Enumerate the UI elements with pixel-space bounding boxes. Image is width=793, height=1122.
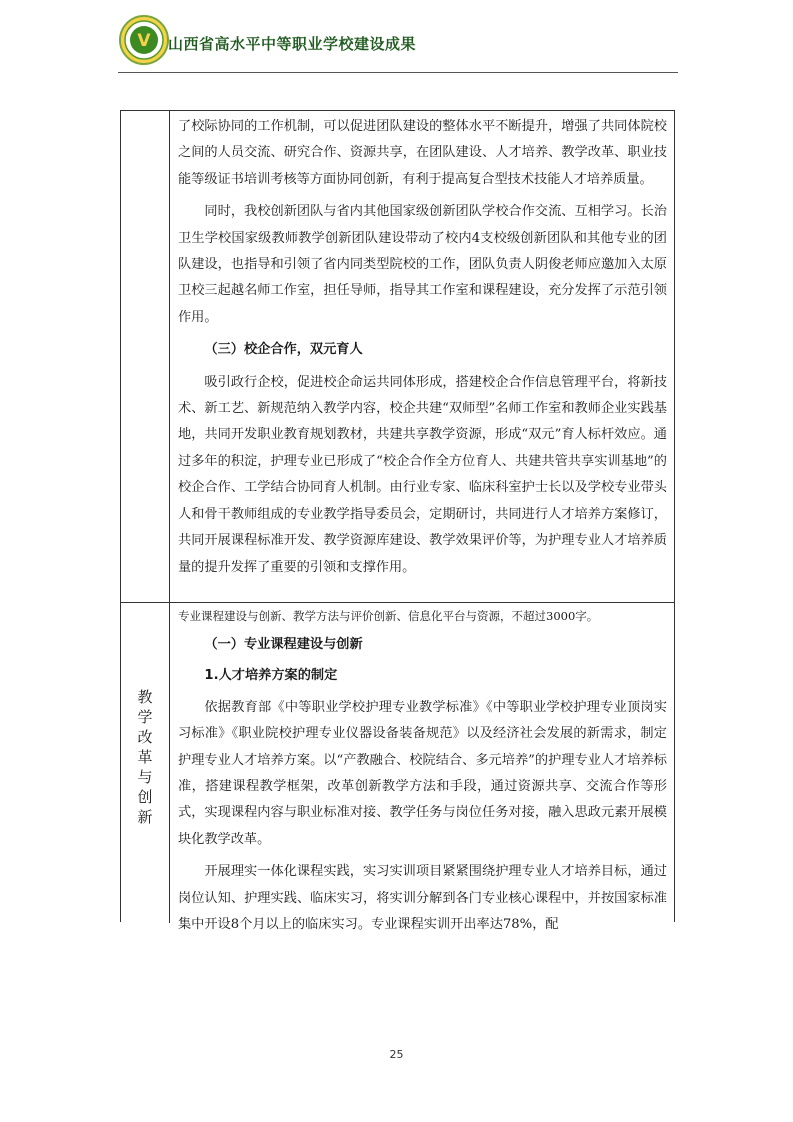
header-title: 山西省高水平中等职业学校建设成果: [168, 35, 417, 53]
label-char: 改: [137, 728, 153, 746]
paragraph: 开展理实一体化课程实践，实习实训项目紧紧围绕护理专业人才培养目标，通过岗位认知、护理实践、临床实习，将实训分解到各门专业核心课程中，并按国家标准集中开设8个月以上的临床实习。专业课程实训开出率达78%，配: [178, 864, 667, 933]
table-row: [121, 111, 674, 603]
header-rule: [118, 72, 678, 73]
label-char: 与: [137, 768, 153, 786]
label-char: 教: [137, 688, 153, 706]
row-label-cell: [121, 111, 170, 602]
paragraph: 了校际协同的工作机制，可以促进团队建设的整体水平不断提升，增强了共同体院校之间的人员交流、研究合作、资源共享，在团队建设、人才培养、教学改革、职业技能等级证书培训考核等方面协同创新，有利于提高复合型技术技能人才培养质量。: [178, 119, 667, 187]
row-content-cell: [170, 603, 674, 933]
section-heading: （三）校企合作，双元育人: [204, 342, 363, 358]
label-char: 革: [137, 748, 153, 766]
school-logo-icon: [118, 14, 170, 66]
row-label-cell: [121, 603, 170, 923]
paragraph: 吸引政行企校，促进校企命运共同体形成，搭建校企合作信息管理平台，将新技术、新工艺、新规范纳入教学内容，校企共建“双师型”名师工作室和教师企业实践基地，共同开发职业教育规划教材，共建共享教学资源，形成“双元”育人标杆效应。通过多年的积淀，护理专业已形成了“校企合作全方位育人、共建共管共享实训基地”的校企合作、工学结合协同育人机制。由行业专家、临床科室护士长以及学校专业带头人和骨干教师组成的专业教学指导委员会，定期研讨，共同进行人才培养方案修订，共同开展课程标准开发、教学资源库建设、教学效果评价等，为护理专业人才培养质量的提升发挥了重要的引领和支撑作用。: [178, 374, 667, 575]
logo-letter: V: [137, 31, 151, 51]
instruction-note: 专业课程建设与创新、教学方法与评价创新、信息化平台与资源，不超过3000字。: [178, 609, 599, 623]
content-table: [120, 110, 675, 933]
page-header: [118, 14, 678, 76]
paragraph: 同时，我校创新团队与省内其他国家级创新团队学校合作交流、互相学习。长治卫生学校国家级教师教学创新团队建设带动了校内4支校级创新团队和其他专业的团队建设，也指导和引领了省内同类型院校的工作，团队负责人阴俊老师应邀加入太原卫校三起越名师工作室，担任导师，指导其工作室和课程建设，充分发挥了示范引领作用。: [178, 204, 667, 325]
subsection-heading: 1.人才培养方案的制定: [204, 668, 338, 684]
label-char: 创: [137, 788, 153, 806]
paragraph: 依据教育部《中等职业学校护理专业教学标准》《中等职业学校护理专业顶岗实习标准》《职业院校护理专业仪器设备装备规范》以及经济社会发展的新需求，制定护理专业人才培养方案。以“产教融合、校院结合、多元培养”的护理专业人才培养标准，搭建课程教学框架，改革创新教学方法和手段，通过资源共享、交流合作等形式，实现课程内容与职业标准对接、教学任务与岗位任务对接，融入思政元素开展模块化教学改革。: [178, 699, 667, 847]
section-heading: （一）专业课程建设与创新: [204, 637, 363, 652]
row-content-cell: [170, 111, 674, 602]
label-char: 新: [137, 808, 153, 826]
page-number: 25: [389, 1048, 404, 1061]
table-row: [121, 603, 674, 933]
label-char: 学: [137, 708, 153, 726]
row-label: [121, 687, 169, 827]
